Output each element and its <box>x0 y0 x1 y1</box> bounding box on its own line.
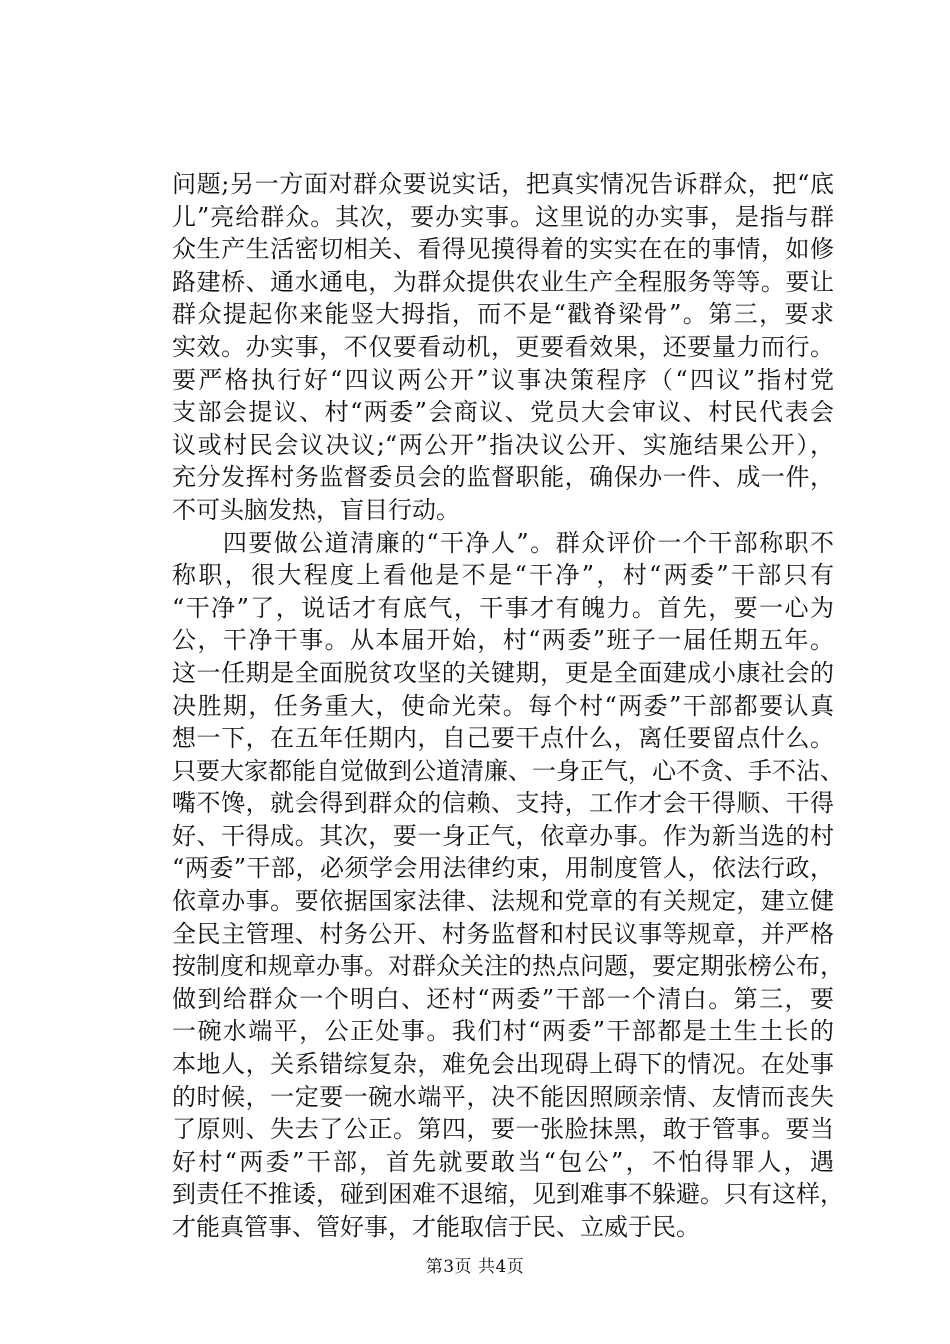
text-line: 公，干净干事。从本届开始，村“两委”班子一届任期五年。 <box>172 626 834 655</box>
text-line: 本地人，关系错综复杂，难免会出现碍上碍下的情况。在处事 <box>172 1050 834 1079</box>
paragraph-end-line: 才能真管事、管好事，才能取信于民、立威于民。 <box>172 1213 700 1241</box>
text-line: 的时候，一定要一碗水端平，决不能因照顾亲情、友情而丧失 <box>172 1082 834 1111</box>
text-line: 议或村民会议决议;“两公开”指决议公开、实施结果公开）， <box>172 430 834 459</box>
text-line: 决胜期，任务重大，使命光荣。每个村“两委”干部都要认真 <box>172 691 834 720</box>
text-line: 全民主管理、村务公开、村务监督和村民议事等规章，并严格 <box>172 919 834 948</box>
paragraph-start-line: 四要做公道清廉的“干净人”。群众评价一个干部称职不 <box>172 528 834 557</box>
text-line: 众生产生活密切相关、看得见摸得着的实实在在的事情，如修 <box>172 235 834 264</box>
text-line: 到责任不推诿，碰到困难不退缩，见到难事不躲避。只有这样， <box>172 1180 844 1209</box>
text-line: 想一下，在五年任期内，自己要干点什么，离任要留点什么。 <box>172 724 834 753</box>
text-line: 儿”亮给群众。其次，要办实事。这里说的办实事，是指与群 <box>172 202 834 231</box>
paragraph-end-line: 不可头脑发热，盲目行动。 <box>172 495 460 524</box>
text-line: 依章办事。要依据国家法律、法规和党章的有关规定，建立健 <box>172 887 834 916</box>
text-line: 群众提起你来能竖大拇指，而不是“戳脊梁骨”。第三，要求 <box>172 300 834 329</box>
text-line: 好、干得成。其次，要一身正气，依章办事。作为新当选的村 <box>172 821 834 850</box>
text-line: 一碗水端平，公正处事。我们村“两委”干部都是土生土长的 <box>172 1017 834 1046</box>
text-line: 了原则、失去了公正。第四，要一张脸抹黑，敢于管事。要当 <box>172 1115 834 1144</box>
body-text <box>172 168 844 1244</box>
text-line: 好村“两委”干部，首先就要敢当“包公”，不怕得罪人，遇 <box>172 1147 834 1176</box>
text-line: “干净”了，说话才有底气，干事才有魄力。首先，要一心为 <box>172 593 834 622</box>
text-line: 只要大家都能自觉做到公道清廉、一身正气，心不贪、手不沾、 <box>172 756 844 785</box>
text-line: 路建桥、通水通电，为群众提供农业生产全程服务等等。要让 <box>172 267 834 296</box>
page-number-footer: 第3页 共4页 <box>425 1257 525 1277</box>
text-line: 这一任期是全面脱贫攻坚的关键期，更是全面建成小康社会的 <box>172 658 834 687</box>
text-line: 支部会提议、村“两委”会商议、党员大会审议、村民代表会 <box>172 398 834 427</box>
text-line: 嘴不馋，就会得到群众的信赖、支持，工作才会干得顺、干得 <box>172 789 834 818</box>
text-line: 问题;另一方面对群众要说实话，把真实情况告诉群众，把“底 <box>172 170 834 198</box>
text-line: 称职，很大程度上看他是不是“干净”，村“两委”干部只有 <box>172 561 834 590</box>
text-line: 按制度和规章办事。对群众关注的热点问题，要定期张榜公布， <box>172 952 844 981</box>
text-line: 做到给群众一个明白、还村“两委”干部一个清白。第三，要 <box>172 984 834 1013</box>
text-line: “两委”干部，必须学会用法律约束，用制度管人，依法行政， <box>172 854 834 883</box>
text-line: 实效。办实事，不仅要看动机，更要看效果，还要量力而行。 <box>172 332 834 361</box>
text-line: 要严格执行好“四议两公开”议事决策程序（“四议”指村党 <box>172 365 834 394</box>
text-line: 充分发挥村务监督委员会的监督职能，确保办一件、成一件， <box>172 463 834 492</box>
